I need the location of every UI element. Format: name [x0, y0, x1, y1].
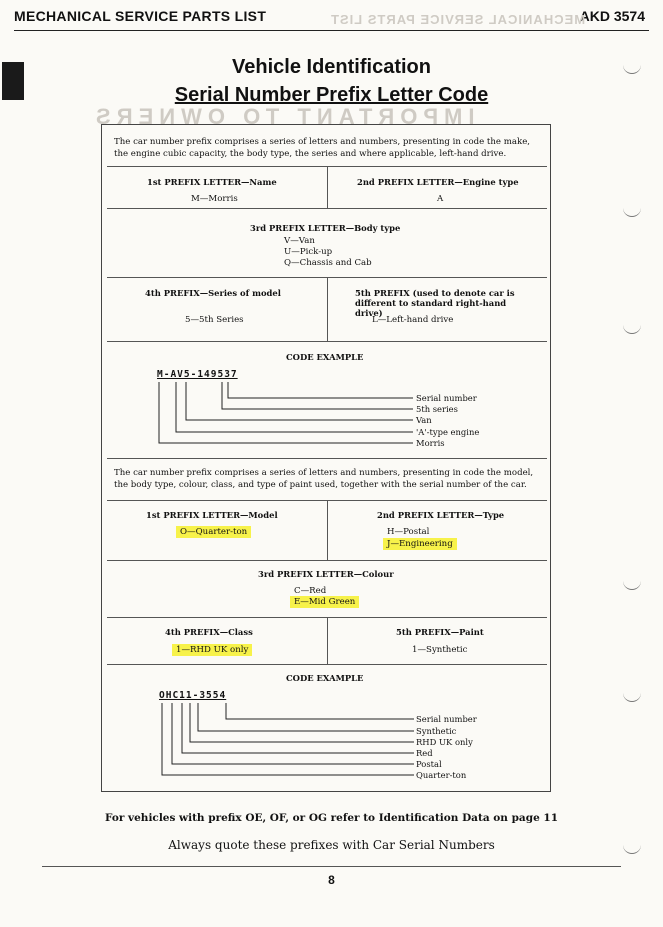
s2-prefix4-value: 1—RHD UK only [172, 644, 252, 656]
s2-code-label: Red [416, 748, 433, 758]
s2-code-label: Synthetic [416, 726, 457, 736]
s2-prefix2-value: H—Postal [387, 527, 430, 537]
s1-prefix3-value: U—Pick-up [284, 247, 333, 257]
s1-code-example: M-AV5-149537 [157, 369, 238, 380]
s2-prefix3-value: C—Red [294, 586, 327, 596]
s2-prefix1-heading: 1st PREFIX LETTER—Model [146, 510, 278, 520]
s1-code-heading: CODE EXAMPLE [286, 352, 364, 362]
s1-prefix5-heading: 5th PREFIX (used to denote car is different to standard right-hand drive) [355, 288, 515, 318]
header-ref: AKD 3574 [579, 8, 645, 24]
s1-code-label: 'A'-type engine [416, 427, 480, 437]
footer-rule [42, 866, 621, 867]
show-through-decoration: MECHANICAL SERVICE PARTS LIST [330, 12, 586, 27]
s2-code-label: Quarter-ton [416, 770, 467, 780]
s2-code-heading: CODE EXAMPLE [286, 673, 364, 683]
s2-prefix4-heading: 4th PREFIX—Class [165, 627, 253, 637]
s1-code-label: Serial number [416, 393, 477, 403]
s2-prefix2-value: J—Engineering [383, 538, 457, 550]
s2-prefix5-value: 1—Synthetic [412, 645, 468, 655]
s2-code-example: OHC11-3554 [159, 690, 227, 701]
page-number: 8 [328, 873, 335, 887]
s1-prefix3-value: Q—Chassis and Cab [284, 258, 372, 268]
s2-prefix1-value: O—Quarter-ton [176, 526, 251, 538]
s2-code-label: Postal [416, 759, 442, 769]
s1-prefix4-heading: 4th PREFIX—Series of model [145, 288, 281, 298]
s2-code-label: Serial number [416, 714, 477, 724]
page-title: Vehicle Identification [232, 56, 431, 78]
header-title: MECHANICAL SERVICE PARTS LIST [14, 8, 267, 24]
s1-code-label: 5th series [416, 404, 458, 414]
s1-prefix2-value: A [437, 194, 444, 204]
s2-code-label: RHD UK only [416, 737, 473, 747]
page-subtitle: Serial Number Prefix Letter Code [174, 84, 489, 106]
s1-prefix1-value: M—Morris [191, 194, 238, 204]
section1-intro: The car number prefix comprises a series of letters and numbers, presenting in code the make, the engine cubic capacity, the body type, the series and where applicable, left-hand drive. [114, 137, 531, 159]
s2-prefix3-value: E—Mid Green [290, 596, 359, 608]
s1-code-label: Morris [416, 438, 445, 448]
s2-prefix2-heading: 2nd PREFIX LETTER—Type [377, 510, 505, 520]
prefix-note: For vehicles with prefix OE, OF, or OG refer to Identification Data on page 11 [104, 812, 559, 824]
s1-prefix3-heading: 3rd PREFIX LETTER—Body type [250, 223, 401, 233]
quote-note: Always quote these prefixes with Car Serial Numbers [168, 838, 495, 852]
s1-prefix5-value: L—Left-hand drive [372, 315, 454, 325]
s2-prefix3-heading: 3rd PREFIX LETTER—Colour [258, 569, 394, 579]
show-through-decoration: IMPORTANT TO OWNERS [90, 104, 475, 129]
s1-prefix1-heading: 1st PREFIX LETTER—Name [147, 177, 277, 187]
s1-prefix3-value: V—Van [284, 236, 315, 246]
s2-prefix5-heading: 5th PREFIX—Paint [396, 627, 484, 637]
s1-prefix4-value: 5—5th Series [185, 315, 244, 325]
section2-intro: The car number prefix comprises a series of letters and numbers, presenting in code the model, the body type, colour, class, and type of paint used, together with the serial number of the car. [114, 468, 534, 490]
s1-code-label: Van [416, 415, 432, 425]
s1-prefix2-heading: 2nd PREFIX LETTER—Engine type [357, 177, 519, 187]
